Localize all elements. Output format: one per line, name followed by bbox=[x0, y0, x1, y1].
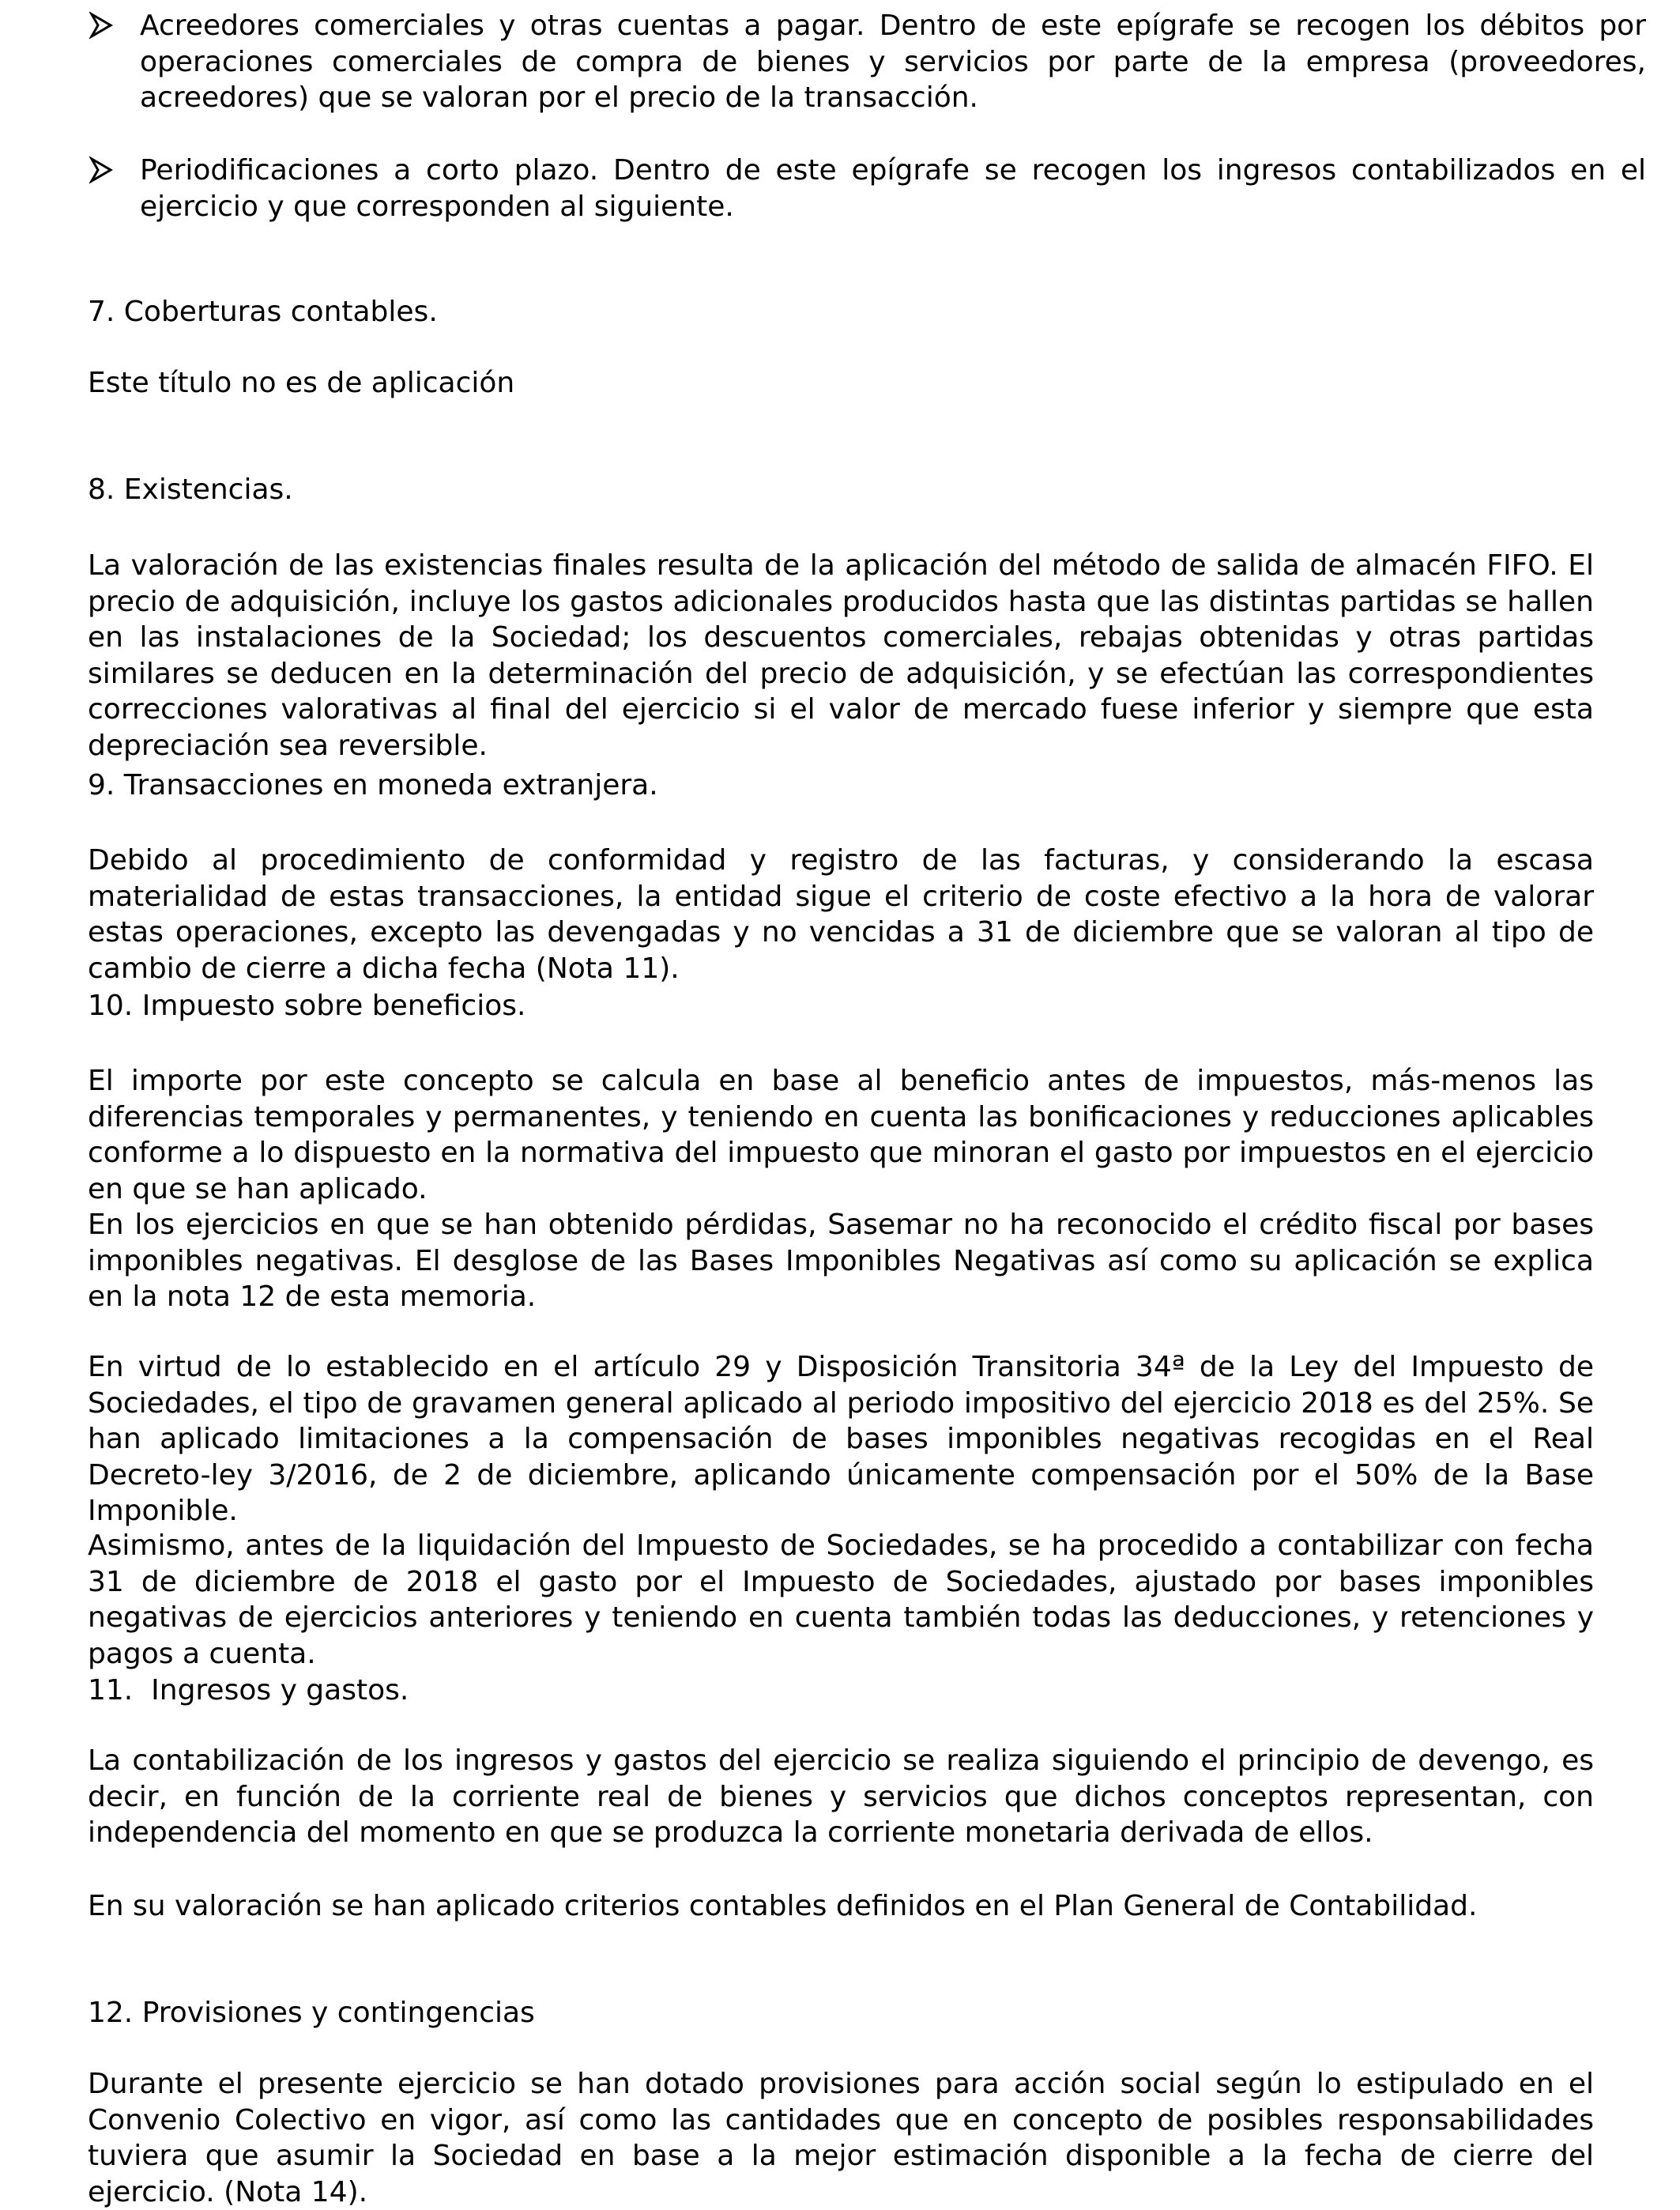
section-7-paragraph: Este título no es de aplicación bbox=[88, 367, 515, 399]
section-heading-12: 12. Provisiones y contingencias bbox=[88, 1997, 535, 2029]
section-heading-9: 9. Transacciones en moneda extranjera. bbox=[88, 769, 658, 801]
arrowhead-bullet-icon bbox=[89, 11, 113, 40]
section-12-paragraph: Durante el presente ejercicio se han dotado provisiones para acción social según lo estipulado en el Convenio Colectivo en vigor, así como las cantidades que en concepto de posibles responsabilidades tuviera que asumir la Sociedad en base a la mejor estimación disponible a la fecha de cierre del ejercicio. (Nota 14). bbox=[88, 2068, 1594, 2208]
section-9-paragraph: Debido al procedimiento de conformidad y registro de las facturas, y considerando la escasa materialidad de estas transacciones, la entidad sigue el criterio de coste efectivo a la hora de valorar estas operaciones, excepto las devengadas y no vencidas a 31 de diciembre que se valoran al tipo de cambio de cierre a dicha fecha (Nota 11). bbox=[88, 844, 1594, 985]
section-10-paragraph-2: En los ejercicios en que se han obtenido pérdidas, Sasemar no ha reconocido el crédito fiscal por bases imponibles negativas. El desglose de las Bases Imponibles Negativas así como su aplicación se explica en la nota 12 de esta memoria. bbox=[88, 1209, 1594, 1313]
section-10-paragraph-1: El importe por este concepto se calcula en base al beneficio antes de impuestos, más-menos las diferencias temporales y permanentes, y teniendo en cuenta las bonificaciones y reducciones aplicables conforme a lo dispuesto en la normativa del impuesto que minoran el gasto por impuestos en el ejercicio en que se han aplicado. bbox=[88, 1065, 1594, 1205]
section-8-paragraph: La valoración de las existencias finales resulta de la aplicación del método de salida de almacén FIFO. El precio de adquisición, incluye los gastos adicionales producidos hasta que las distintas partidas se hallen en las instalaciones de la Sociedad; los descuentos comerciales, rebajas obtenidas y otras partidas similares se deducen en la determinación del precio de adquisición, y se efectúan las correspondientes correcciones valorativas al final del ejercicio si el valor de mercado fuese inferior y siempre que esta depreciación sea reversible. bbox=[88, 549, 1594, 762]
section-heading-10: 10. Impuesto sobre beneficios. bbox=[88, 990, 526, 1022]
section-11-paragraph-2: En su valoración se han aplicado criterios contables definidos en el Plan General de Contabilidad. bbox=[88, 1890, 1478, 1922]
section-10-paragraph-3: En virtud de lo establecido en el artículo 29 y Disposición Transitoria 34ª de la Ley del Impuesto de Sociedades, el tipo de gravamen general aplicado al periodo impositivo del ejercicio 2018 es del 25%. Se han aplicado limitaciones a la compensación de bases imponibles negativas recogidas en el Real Decreto-ley 3/2016, de 2 de diciembre, aplicando únicamente compensación por el 50% de la Base Imponible. bbox=[88, 1351, 1594, 1527]
arrowhead-bullet-icon bbox=[89, 156, 113, 184]
section-heading-11: 11. Ingresos y gastos. bbox=[88, 1674, 409, 1707]
section-11-paragraph-1: La contabilización de los ingresos y gastos del ejercicio se realiza siguiendo el principio de devengo, es decir, en función de la corriente real de bienes y servicios que dichos conceptos representan, con independencia del momento en que se produzca la corriente monetaria derivada de ellos. bbox=[88, 1744, 1594, 1849]
section-heading-8: 8. Existencias. bbox=[88, 473, 293, 506]
section-10-paragraph-4: Asimismo, antes de la liquidación del Impuesto de Sociedades, se ha procedido a contabilizar con fecha 31 de diciembre de 2018 el gasto por el Impuesto de Sociedades, ajustado por bases imponibles negativas de ejercicios anteriores y teniendo en cuenta también todas las deducciones, y retenciones y pagos a cuenta. bbox=[88, 1529, 1594, 1670]
bullet-item bbox=[88, 153, 1646, 224]
bullet-text: Acreedores comerciales y otras cuentas a pagar. Dentro de este epígrafe se recogen los débitos por operaciones comerciales de compra de bienes y servicios por parte de la empresa (proveedores, acreedores) que se valoran por el precio de la transacción. bbox=[140, 9, 1646, 114]
section-heading-7: 7. Coberturas contables. bbox=[88, 296, 438, 328]
bullet-text: Periodificaciones a corto plazo. Dentro de este epígrafe se recogen los ingresos contabilizados en el ejercicio y que corresponden al siguiente. bbox=[140, 154, 1646, 223]
bullet-item bbox=[88, 8, 1646, 116]
